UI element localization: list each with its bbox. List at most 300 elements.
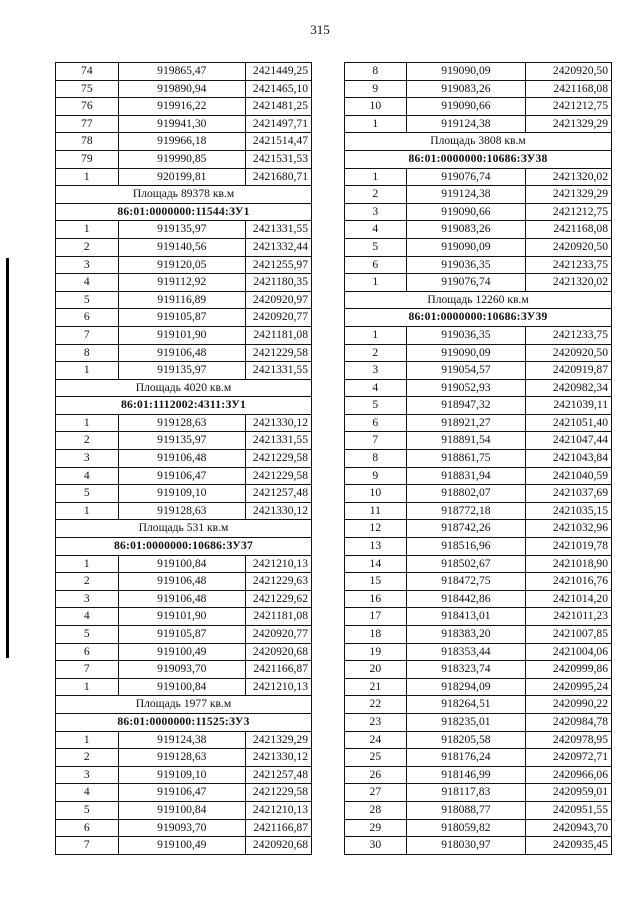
y-coordinate-cell: 2420920,68 (246, 643, 312, 661)
point-number-cell: 7 (56, 661, 119, 679)
table-row (345, 186, 612, 204)
x-coordinate-cell: 919990,85 (118, 150, 245, 168)
y-coordinate-cell: 2421037,69 (526, 485, 612, 503)
table-row (345, 643, 612, 661)
cadastral-number: 86:01:0000000:10686:ЗУ37 (56, 538, 312, 556)
point-number-cell: 28 (345, 801, 407, 819)
point-number-cell: 1 (56, 678, 119, 696)
y-coordinate-cell: 2421180,35 (246, 274, 312, 292)
point-number-cell: 9 (345, 80, 407, 98)
table-row (345, 362, 612, 380)
x-coordinate-cell: 918921,27 (406, 414, 526, 432)
x-coordinate-cell: 918772,18 (406, 502, 526, 520)
table-row (345, 749, 612, 767)
point-number-cell: 24 (345, 731, 407, 749)
point-number-cell: 5 (56, 485, 119, 503)
y-coordinate-cell: 2421229,62 (246, 590, 312, 608)
point-number-cell: 19 (345, 643, 407, 661)
table-row (345, 520, 612, 538)
point-number-cell: 23 (345, 713, 407, 731)
y-coordinate-cell: 2421011,23 (526, 608, 612, 626)
area-row (56, 186, 312, 204)
point-number-cell: 25 (345, 749, 407, 767)
table-row (345, 379, 612, 397)
point-number-cell: 8 (345, 63, 407, 81)
x-coordinate-cell: 918802,07 (406, 485, 526, 503)
y-coordinate-cell: 2421497,71 (246, 115, 312, 133)
point-number-cell: 11 (345, 502, 407, 520)
x-coordinate-cell: 918146,99 (406, 766, 526, 784)
y-coordinate-cell: 2421168,08 (526, 80, 612, 98)
point-number-cell: 1 (56, 168, 119, 186)
point-number-cell: 78 (56, 133, 119, 151)
cadastral-number-row (345, 309, 612, 327)
table-row (345, 467, 612, 485)
x-coordinate-cell: 919100,84 (118, 555, 245, 573)
x-coordinate-cell: 918264,51 (406, 696, 526, 714)
x-coordinate-cell: 918742,26 (406, 520, 526, 538)
point-number-cell: 4 (56, 467, 119, 485)
y-coordinate-cell: 2421210,13 (246, 678, 312, 696)
x-coordinate-cell: 919120,05 (118, 256, 245, 274)
y-coordinate-cell: 2421680,71 (246, 168, 312, 186)
point-number-cell: 4 (56, 608, 119, 626)
table-row (56, 643, 312, 661)
table-row (345, 414, 612, 432)
point-number-cell: 3 (345, 203, 407, 221)
x-coordinate-cell: 919054,57 (406, 362, 526, 380)
y-coordinate-cell: 2421181,08 (246, 608, 312, 626)
table-row (345, 784, 612, 802)
y-coordinate-cell: 2421019,78 (526, 538, 612, 556)
table-row (345, 661, 612, 679)
point-number-cell: 10 (345, 98, 407, 116)
table-row (345, 590, 612, 608)
x-coordinate-cell: 919966,18 (118, 133, 245, 151)
cadastral-number-row (56, 713, 312, 731)
point-number-cell: 1 (345, 115, 407, 133)
y-coordinate-cell: 2420920,77 (246, 626, 312, 644)
y-coordinate-cell: 2421007,85 (526, 626, 612, 644)
x-coordinate-cell: 919135,97 (118, 221, 245, 239)
area-label: Площадь 4020 кв.м (56, 379, 312, 397)
table-row (345, 713, 612, 731)
x-coordinate-cell: 919090,09 (406, 63, 526, 81)
point-number-cell: 5 (56, 801, 119, 819)
table-row (56, 661, 312, 679)
y-coordinate-cell: 2421320,02 (526, 168, 612, 186)
y-coordinate-cell: 2421210,13 (246, 801, 312, 819)
area-row (56, 520, 312, 538)
y-coordinate-cell: 2421039,11 (526, 397, 612, 415)
x-coordinate-cell: 919090,66 (406, 98, 526, 116)
x-coordinate-cell: 918516,96 (406, 538, 526, 556)
point-number-cell: 7 (56, 326, 119, 344)
table-row (345, 221, 612, 239)
table-row (56, 238, 312, 256)
x-coordinate-cell: 919090,66 (406, 203, 526, 221)
point-number-cell: 75 (56, 80, 119, 98)
y-coordinate-cell: 2421329,29 (246, 731, 312, 749)
y-coordinate-cell: 2420978,95 (526, 731, 612, 749)
scan-margin-mark (6, 258, 9, 658)
point-number-cell: 1 (345, 326, 407, 344)
table-row (345, 274, 612, 292)
point-number-cell: 2 (56, 432, 119, 450)
point-number-cell: 5 (345, 238, 407, 256)
area-label: Площадь 1977 кв.м (56, 696, 312, 714)
y-coordinate-cell: 2420943,70 (526, 819, 612, 837)
x-coordinate-cell: 918117,83 (406, 784, 526, 802)
y-coordinate-cell: 2421166,87 (246, 661, 312, 679)
y-coordinate-cell: 2420920,68 (246, 837, 312, 855)
point-number-cell: 4 (56, 784, 119, 802)
point-number-cell: 22 (345, 696, 407, 714)
table-row (345, 344, 612, 362)
point-number-cell: 2 (345, 186, 407, 204)
area-row (345, 133, 612, 151)
table-row (345, 256, 612, 274)
y-coordinate-cell: 2420972,71 (526, 749, 612, 767)
point-number-cell: 6 (345, 414, 407, 432)
x-coordinate-cell: 919941,30 (118, 115, 245, 133)
y-coordinate-cell: 2421329,29 (526, 115, 612, 133)
y-coordinate-cell: 2421255,97 (246, 256, 312, 274)
area-label: Площадь 12260 кв.м (345, 291, 612, 309)
table-row (56, 626, 312, 644)
y-coordinate-cell: 2421531,53 (246, 150, 312, 168)
table-row (56, 150, 312, 168)
x-coordinate-cell: 919106,47 (118, 467, 245, 485)
x-coordinate-cell: 918323,74 (406, 661, 526, 679)
y-coordinate-cell: 2420959,01 (526, 784, 612, 802)
x-coordinate-cell: 919135,97 (118, 362, 245, 380)
x-coordinate-cell: 918353,44 (406, 643, 526, 661)
point-number-cell: 10 (345, 485, 407, 503)
table-row (345, 538, 612, 556)
y-coordinate-cell: 2421032,96 (526, 520, 612, 538)
point-number-cell: 12 (345, 520, 407, 538)
point-number-cell: 1 (56, 414, 119, 432)
y-coordinate-cell: 2420999,86 (526, 661, 612, 679)
table-row (56, 555, 312, 573)
table-row (345, 115, 612, 133)
point-number-cell: 76 (56, 98, 119, 116)
x-coordinate-cell: 919109,10 (118, 766, 245, 784)
x-coordinate-cell: 919083,26 (406, 80, 526, 98)
area-label: Площадь 531 кв.м (56, 520, 312, 538)
area-row (56, 696, 312, 714)
table-row (345, 326, 612, 344)
point-number-cell: 74 (56, 63, 119, 81)
y-coordinate-cell: 2421331,55 (246, 221, 312, 239)
x-coordinate-cell: 919052,93 (406, 379, 526, 397)
cadastral-number-row (56, 538, 312, 556)
y-coordinate-cell: 2420995,24 (526, 678, 612, 696)
y-coordinate-cell: 2421229,63 (246, 573, 312, 591)
page-number: 315 (310, 22, 330, 37)
y-coordinate-cell: 2421330,12 (246, 414, 312, 432)
y-coordinate-cell: 2421330,12 (246, 502, 312, 520)
point-number-cell: 6 (56, 819, 119, 837)
y-coordinate-cell: 2421465,10 (246, 80, 312, 98)
y-coordinate-cell: 2420920,97 (246, 291, 312, 309)
table-row (345, 626, 612, 644)
area-row (56, 379, 312, 397)
table-row (56, 450, 312, 468)
x-coordinate-cell: 919076,74 (406, 274, 526, 292)
table-row (345, 168, 612, 186)
table-row (56, 801, 312, 819)
x-coordinate-cell: 919128,63 (118, 502, 245, 520)
table-row (56, 274, 312, 292)
table-row (345, 432, 612, 450)
x-coordinate-cell: 918442,86 (406, 590, 526, 608)
table-row (345, 837, 612, 855)
y-coordinate-cell: 2421040,59 (526, 467, 612, 485)
table-row (345, 801, 612, 819)
point-number-cell: 1 (56, 362, 119, 380)
cadastral-number: 86:01:0000000:11544:ЗУ1 (56, 203, 312, 221)
table-row (56, 221, 312, 239)
cadastral-number: 86:01:0000000:10686:ЗУ39 (345, 309, 612, 327)
y-coordinate-cell: 2421320,02 (526, 274, 612, 292)
point-number-cell: 1 (56, 502, 119, 520)
y-coordinate-cell: 2420935,45 (526, 837, 612, 855)
y-coordinate-cell: 2421257,48 (246, 485, 312, 503)
table-row (56, 63, 312, 81)
x-coordinate-cell: 919106,48 (118, 590, 245, 608)
table-row (56, 80, 312, 98)
y-coordinate-cell: 2421166,87 (246, 819, 312, 837)
table-row (56, 678, 312, 696)
table-row (56, 819, 312, 837)
table-row (56, 98, 312, 116)
point-number-cell: 3 (56, 766, 119, 784)
x-coordinate-cell: 918413,01 (406, 608, 526, 626)
y-coordinate-cell: 2421043,84 (526, 450, 612, 468)
x-coordinate-cell: 918947,32 (406, 397, 526, 415)
y-coordinate-cell: 2421212,75 (526, 203, 612, 221)
y-coordinate-cell: 2421514,47 (246, 133, 312, 151)
table-row (56, 432, 312, 450)
x-coordinate-cell: 919116,89 (118, 291, 245, 309)
table-row (56, 414, 312, 432)
y-coordinate-cell: 2420919,87 (526, 362, 612, 380)
table-row (56, 133, 312, 151)
table-row (56, 749, 312, 767)
x-coordinate-cell: 919135,97 (118, 432, 245, 450)
x-coordinate-cell: 919124,38 (406, 186, 526, 204)
x-coordinate-cell: 918030,97 (406, 837, 526, 855)
x-coordinate-cell: 919101,90 (118, 608, 245, 626)
x-coordinate-cell: 918831,94 (406, 467, 526, 485)
point-number-cell: 14 (345, 555, 407, 573)
table-row (56, 291, 312, 309)
y-coordinate-cell: 2421229,58 (246, 450, 312, 468)
point-number-cell: 6 (56, 643, 119, 661)
x-coordinate-cell: 918235,01 (406, 713, 526, 731)
y-coordinate-cell: 2421212,75 (526, 98, 612, 116)
point-number-cell: 20 (345, 661, 407, 679)
table-row (56, 608, 312, 626)
x-coordinate-cell: 919128,63 (118, 749, 245, 767)
y-coordinate-cell: 2421332,44 (246, 238, 312, 256)
table-row (345, 573, 612, 591)
x-coordinate-cell: 919109,10 (118, 485, 245, 503)
table-row (56, 485, 312, 503)
table-row (345, 63, 612, 81)
point-number-cell: 13 (345, 538, 407, 556)
point-number-cell: 1 (56, 555, 119, 573)
table-row (56, 766, 312, 784)
x-coordinate-cell: 919106,48 (118, 450, 245, 468)
y-coordinate-cell: 2421210,13 (246, 555, 312, 573)
x-coordinate-cell: 919106,48 (118, 344, 245, 362)
point-number-cell: 4 (345, 379, 407, 397)
table-row (345, 238, 612, 256)
y-coordinate-cell: 2421035,15 (526, 502, 612, 520)
area-label: Площадь 3808 кв.м (345, 133, 612, 151)
point-number-cell: 7 (56, 837, 119, 855)
point-number-cell: 2 (56, 573, 119, 591)
y-coordinate-cell: 2421181,08 (246, 326, 312, 344)
y-coordinate-cell: 2421051,40 (526, 414, 612, 432)
y-coordinate-cell: 2421481,25 (246, 98, 312, 116)
table-row (345, 678, 612, 696)
table-row (345, 485, 612, 503)
y-coordinate-cell: 2420990,22 (526, 696, 612, 714)
x-coordinate-cell: 919865,47 (118, 63, 245, 81)
x-coordinate-cell: 919106,48 (118, 573, 245, 591)
y-coordinate-cell: 2421004,06 (526, 643, 612, 661)
cadastral-number-row (56, 203, 312, 221)
table-row (345, 203, 612, 221)
table-row (56, 467, 312, 485)
y-coordinate-cell: 2420951,55 (526, 801, 612, 819)
y-coordinate-cell: 2420982,34 (526, 379, 612, 397)
table-row (56, 502, 312, 520)
y-coordinate-cell: 2421449,25 (246, 63, 312, 81)
point-number-cell: 8 (56, 344, 119, 362)
cadastral-number-row (345, 150, 612, 168)
y-coordinate-cell: 2421233,75 (526, 326, 612, 344)
point-number-cell: 30 (345, 837, 407, 855)
y-coordinate-cell: 2421330,12 (246, 749, 312, 767)
point-number-cell: 16 (345, 590, 407, 608)
point-number-cell: 15 (345, 573, 407, 591)
y-coordinate-cell: 2420920,50 (526, 238, 612, 256)
table-row (345, 450, 612, 468)
point-number-cell: 27 (345, 784, 407, 802)
table-row (345, 397, 612, 415)
table-row (56, 326, 312, 344)
point-number-cell: 3 (56, 450, 119, 468)
x-coordinate-cell: 918059,82 (406, 819, 526, 837)
table-row (56, 168, 312, 186)
point-number-cell: 1 (345, 274, 407, 292)
y-coordinate-cell: 2421018,90 (526, 555, 612, 573)
x-coordinate-cell: 919100,84 (118, 678, 245, 696)
x-coordinate-cell: 919112,92 (118, 274, 245, 292)
cadastral-number-row (56, 397, 312, 415)
coordinates-table-left (55, 62, 312, 855)
y-coordinate-cell: 2421168,08 (526, 221, 612, 239)
y-coordinate-cell: 2421233,75 (526, 256, 612, 274)
table-row (345, 766, 612, 784)
point-number-cell: 4 (345, 221, 407, 239)
table-row (345, 80, 612, 98)
coordinates-table-right (344, 62, 612, 855)
x-coordinate-cell: 918176,24 (406, 749, 526, 767)
x-coordinate-cell: 919106,47 (118, 784, 245, 802)
point-number-cell: 1 (345, 168, 407, 186)
point-number-cell: 1 (56, 221, 119, 239)
point-number-cell: 5 (345, 397, 407, 415)
table-row (345, 731, 612, 749)
x-coordinate-cell: 919076,74 (406, 168, 526, 186)
x-coordinate-cell: 919105,87 (118, 626, 245, 644)
x-coordinate-cell: 920199,81 (118, 168, 245, 186)
table-row (345, 608, 612, 626)
y-coordinate-cell: 2421229,58 (246, 467, 312, 485)
x-coordinate-cell: 919890,94 (118, 80, 245, 98)
point-number-cell: 26 (345, 766, 407, 784)
table-row (56, 573, 312, 591)
point-number-cell: 29 (345, 819, 407, 837)
cadastral-number: 86:01:1112002:4311:ЗУ1 (56, 397, 312, 415)
point-number-cell: 4 (56, 274, 119, 292)
point-number-cell: 1 (56, 731, 119, 749)
point-number-cell: 5 (56, 626, 119, 644)
point-number-cell: 18 (345, 626, 407, 644)
x-coordinate-cell: 919101,90 (118, 326, 245, 344)
cadastral-number: 86:01:0000000:10686:ЗУ38 (345, 150, 612, 168)
point-number-cell: 5 (56, 291, 119, 309)
x-coordinate-cell: 919100,84 (118, 801, 245, 819)
y-coordinate-cell: 2421257,48 (246, 766, 312, 784)
table-row (56, 731, 312, 749)
table-row (56, 784, 312, 802)
x-coordinate-cell: 919124,38 (118, 731, 245, 749)
point-number-cell: 79 (56, 150, 119, 168)
point-number-cell: 9 (345, 467, 407, 485)
point-number-cell: 2 (56, 749, 119, 767)
x-coordinate-cell: 919100,49 (118, 643, 245, 661)
x-coordinate-cell: 919090,09 (406, 238, 526, 256)
y-coordinate-cell: 2420920,50 (526, 63, 612, 81)
point-number-cell: 17 (345, 608, 407, 626)
y-coordinate-cell: 2421047,44 (526, 432, 612, 450)
table-row (56, 837, 312, 855)
x-coordinate-cell: 919105,87 (118, 309, 245, 327)
table-row (56, 115, 312, 133)
point-number-cell: 3 (56, 590, 119, 608)
table-row (56, 362, 312, 380)
point-number-cell: 6 (345, 256, 407, 274)
x-coordinate-cell: 919128,63 (118, 414, 245, 432)
point-number-cell: 2 (56, 238, 119, 256)
x-coordinate-cell: 919140,56 (118, 238, 245, 256)
x-coordinate-cell: 919036,35 (406, 256, 526, 274)
x-coordinate-cell: 919090,09 (406, 344, 526, 362)
table-row (56, 309, 312, 327)
point-number-cell: 6 (56, 309, 119, 327)
point-number-cell: 3 (56, 256, 119, 274)
x-coordinate-cell: 919100,49 (118, 837, 245, 855)
point-number-cell: 8 (345, 450, 407, 468)
y-coordinate-cell: 2420920,77 (246, 309, 312, 327)
